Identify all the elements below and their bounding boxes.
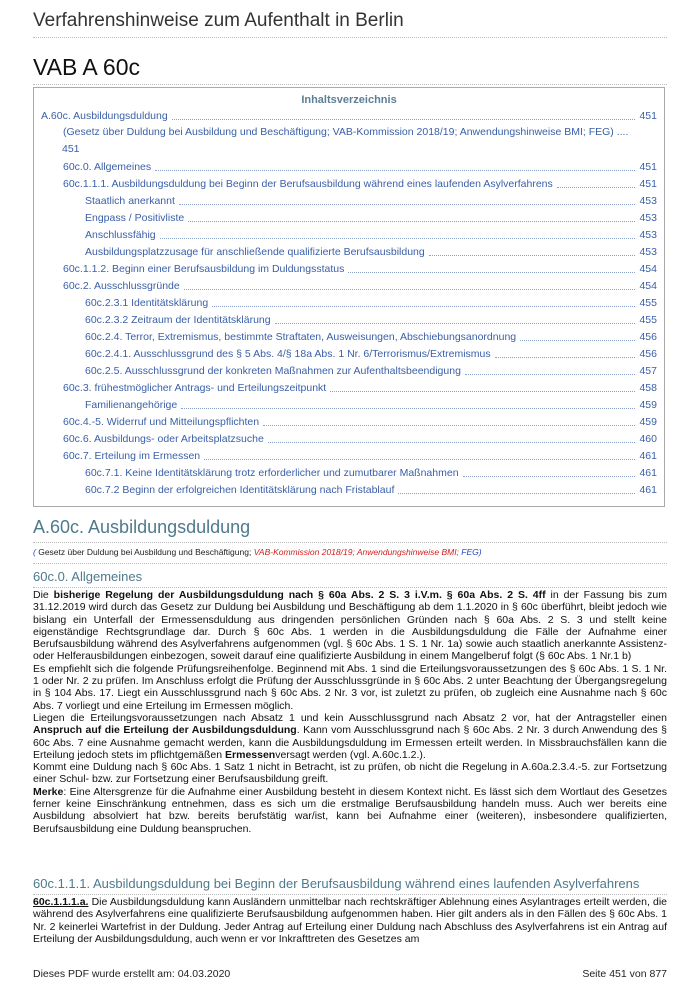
toc-leader [204,450,635,460]
toc-entry-label: 60c.2.4.1. Ausschlussgrund des § 5 Abs. 4/§ 18a Abs. 1 Nr. 6/Terrorismus/Extremismus [85,348,491,360]
toc-entry-page: 456 [639,331,657,343]
toc-entry-label: Staatlich anerkannt [85,195,175,207]
toc-title: Inhaltsverzeichnis [301,94,397,106]
toc-leader [398,484,635,494]
toc-entry[interactable] [63,178,657,190]
section-title: A.60c. Ausbildungsduldung [33,517,251,537]
toc-entry-page: 461 [639,467,657,479]
toc-entry-label: Familienangehörige [85,399,178,411]
text-run: : Eine Altersgrenze für die Aufnahme einer Ausbildung besteht in diesem Kontext nicht. Es lässt sich dem Wortlaut des Gesetzes ferner keine Einschränkung entnehmen, dass es sich um die erstmalige Berufsausbildung handeln muss. Auch wer bereits eine Ausbildung absolviert hat bzw. bereits berufstätig war/ist, kann bei Aufnahme einer (weiteren), insbesondere qualifizierten, Berufsausbildung eine Duldung beanspruchen. [33,785,667,835]
paragraph: Kommt eine Duldung nach § 60c Abs. 1 Satz 1 nicht in Betracht, ist zu prüfen, ob nicht die Regelung in A.60a.2.3.4.-5. zur Fortsetzung einer Schul- bzw. zur Fortsetzung einer Berufsausbildung greift. [33,761,667,786]
toc-entry-page: 458 [639,382,657,394]
toc-entry[interactable] [63,280,657,292]
toc-entry-label: 60c.4.-5. Widerruf und Mitteilungspflichten [63,416,260,428]
toc-entry-label: Anschlussfähig [85,229,156,241]
toc-entry[interactable] [63,433,657,445]
toc-entry-page: 453 [639,195,657,207]
toc-leader [263,416,635,426]
subsection-divider [33,587,667,588]
toc-entry-page: 451 [639,110,657,122]
toc-leader [160,229,636,239]
paragraph [33,712,667,761]
toc-entry-page: 459 [639,416,657,428]
toc-entry[interactable] [85,348,657,360]
toc-entry[interactable] [85,212,657,224]
toc-entry-page: 454 [639,263,657,275]
source-link-vab[interactable]: VAB-Kommission 2018/19; Anwendungshinweise BMI; [253,547,459,557]
toc-leader [181,399,635,409]
text-run: Liegen die Erteilungsvoraussetzungen nach Absatz 1 und kein Ausschlussgrund nach Absatz 2 vor, hat der Antragsteller einen [33,711,667,724]
toc-leader [465,365,636,375]
toc-leader [275,314,636,324]
toc-entry-page: 460 [639,433,657,445]
toc-entry[interactable] [85,229,657,241]
toc-entry-page: 451 [639,161,657,173]
toc-entry-label: 60c.1.1.1. Ausbildungsduldung bei Beginn der Berufsausbildung während eines laufenden Asylverfahrens [63,178,553,190]
toc-entry[interactable] [85,246,657,258]
source-line [33,547,482,557]
section-divider [33,542,667,543]
toc-entry[interactable] [63,382,657,394]
text-run: . Kann vom Ausschlussgrund nach § 60c Abs. 2 Nr. 3 durch Anwendung des § 60c Abs. 7 eine Ausnahme gemacht werden, kann die Ausbildungsduldung im Ermessen erteilt werden. In Missbrauchsfällen kann die Erteilung jedoch stets im pflichtgemäßen [33,724,667,761]
toc-entry-label: 60c.7. Erteilung im Ermessen [63,450,201,462]
toc-entry-label: (Gesetz über Duldung bei Ausbildung und Beschäftigung; VAB-Kommission 2018/19; Anwendungshinweise BMI; FEG) [63,126,614,138]
toc-entry[interactable] [85,467,657,479]
paragraph [33,896,667,945]
toc-leader [172,110,636,120]
toc-entry-label: 60c.7.1. Keine Identitätsklärung trotz erforderlicher und zumutbarer Maßnahmen [85,467,459,479]
subsection-divider [33,894,667,895]
source-link-feg[interactable]: FEG) [458,547,482,557]
toc-entry-page: 451 [62,143,80,155]
toc-leader [330,382,635,392]
toc-entry[interactable] [41,110,657,122]
toc-leader [179,195,636,205]
footer-page-number: Seite 451 von 877 [582,968,667,980]
text-run-bold: Merke [33,785,64,798]
toc-entry-page: 459 [639,399,657,411]
toc-leader [463,467,636,477]
toc-entry-label: 60c.7.2 Beginn der erfolgreichen Identitätsklärung nach Fristablauf [85,484,395,496]
subsection-title: 60c.1.1.1. Ausbildungsduldung bei Beginn der Berufsausbildung während eines laufenden Asylverfahrens [33,876,640,891]
toc-entry-page: 454 [639,280,657,292]
toc-entry[interactable] [85,365,657,377]
header-divider [33,37,667,38]
toc-entry-label: Engpass / Positivliste [85,212,185,224]
text-run: Die [33,589,54,601]
text-run: Die Ausbildungsduldung kann Ausländern unmittelbar nach rechtskräftiger Ablehnung eines Asylantrages erteilt werden, die während des Asylverfahrens eine qualifizierte Berufsausbildung aufgenommen haben. Hier gilt anders als in den Fällen des § 60c Abs. 1 Nr. 2 keinerlei Wartefrist in der Duldung. Jeder Antrag auf Erteilung einer Duldung nach Abschluss des Asylverfahrens ist ein Antrag auf Erteilung der Ausbildungsduldung, auch wenn er vor Inkrafttreten des Gesetzes am [33,896,667,945]
toc-entry[interactable] [85,484,657,496]
toc-entry-page: 453 [639,246,657,258]
toc-entry-label: Ausbildungsplatzzusage für anschließende qualifizierte Berufsausbildung [85,246,425,258]
toc-entry[interactable] [63,263,657,275]
table-of-contents [33,87,665,507]
paragraph [33,786,667,835]
toc-entry-page: 451 [639,178,657,190]
toc-leader [557,178,636,188]
text-run-bold: Ermessen [225,748,276,761]
toc-entry[interactable] [85,331,657,343]
toc-leader [155,161,635,171]
toc-entry[interactable] [85,297,657,309]
text-run-bold: bisherige Regelung der Ausbildungsduldung nach § 60a Abs. 2 S. 3 i.V.m. § 60a Abs. 2 S. 4ff [53,589,546,601]
toc-leader [520,331,635,341]
toc-entry[interactable] [85,399,657,411]
toc-entry[interactable]: (Gesetz über Duldung bei Ausbildung und Beschäftigung; VAB-Kommission 2018/19; Anwendungshinweise BMI; FEG) .... 451 [62,126,629,155]
toc-entry-label: 60c.2.5. Ausschlussgrund der konkreten Maßnahmen zur Aufenthaltsbeendigung [85,365,461,377]
toc-entry-label: 60c.2. Ausschlussgründe [63,280,180,292]
toc-entry[interactable] [63,161,657,173]
subsection-body [33,896,667,945]
paragraph-marker: 60c.1.1.1.a. [33,896,89,908]
toc-entry[interactable] [85,195,657,207]
title-divider [33,84,667,85]
footer-created-date: Dieses PDF wurde erstellt am: 04.03.2020 [33,968,231,980]
toc-entry-label: 60c.3. frühestmöglicher Antrags- und Erteilungszeitpunkt [63,382,327,394]
toc-entry-label: A.60c. Ausbildungsduldung [41,110,168,122]
toc-entry-label: 60c.0. Allgemeines [63,161,152,173]
document-title: VAB A 60c [33,54,140,80]
toc-leader [212,297,635,307]
toc-entry-label: 60c.2.4. Terror, Extremismus, bestimmte Straftaten, Ausweisungen, Abschiebungsanordnung [85,331,517,343]
site-title: Verfahrenshinweise zum Aufenthalt in Berlin [33,10,404,31]
toc-entry-page: 453 [639,212,657,224]
text-run: versagt werden (vgl. A.60c.1.2.). [275,748,426,761]
toc-leader [188,212,635,222]
toc-leader [495,348,636,358]
toc-entry-page: 461 [639,450,657,462]
source-open-paren: ( [33,547,36,557]
paragraph: Es empfiehlt sich die folgende Prüfungsreihenfolge. Beginnend mit Abs. 1 sind die Erteilungsvoraussetzungen des § 60c Abs. 1 S. 1 Nr. 1 oder Nr. 2 zu prüfen. Im Anschluss erfolgt die Prüfung der Ausschlussgründe in § 60c Abs. 2 unter Beachtung der Übergangsregelung in § 104 Abs. 17. Liegt ein Ausschlussgrund nach § 60c Abs. 2 Nr. 3 vor, ist zuletzt zu prüfen, ob zugleich eine Ausnahme nach § 60c Abs. 7 vorliegt und eine Erteilung im Ermessen möglich. [33,662,667,712]
toc-entry-page: 461 [639,484,657,496]
toc-entry[interactable] [85,314,657,326]
toc-entry-page: 455 [639,314,657,326]
text-run: in der Fassung bis zum 31.12.2019 wird durch das Gesetz zur Duldung bei Ausbildung und Beschäftigung ab dem 1.1.2020 in § 60c überführt, bleibt jedoch wie bislang ein Unterfall der Ermessensduldung aus dringenden persönlichen Gründen nach § 60a Abs. 2 S. 3 und stellt keine eigenständige Rechtsgrundlage dar. Durch § 60c Abs. 1 werden in die Ausbildungsduldung die Fälle der Aufnahme einer Berufsausbildung während des Asylverfahrens aufgenommen (vgl. § 60c Abs. 1 S. 1 Nr. 1a) sowie auch staatlich anerkannte Assistenz- oder Helferausbildungen einbezogen, soweit darauf eine qualifizierte Ausbildung in einem Mangelberuf folgt (§ 60c Abs. 1 Nr.1 b) [33,589,667,663]
toc-entry-label: 60c.2.3.1 Identitätsklärung [85,297,209,309]
toc-entry[interactable] [63,416,657,428]
toc-entry-label: 60c.6. Ausbildungs- oder Arbeitsplatzsuche [63,433,264,445]
toc-leader [184,280,636,290]
source-text: Gesetz über Duldung bei Ausbildung und Beschäftigung; [35,547,254,557]
toc-entry-page: 457 [639,365,657,377]
toc-entry-page: 456 [639,348,657,360]
subsection-title: 60c.0. Allgemeines [33,569,143,584]
toc-entry-page: 453 [639,229,657,241]
toc-entry[interactable] [63,450,657,462]
subsection-body [33,589,667,835]
text-run-bold: Anspruch auf die Erteilung der Ausbildungsduldung [33,724,297,737]
toc-entry-page: 455 [639,297,657,309]
source-divider [33,563,667,564]
toc-leader [268,433,636,443]
toc-leader [348,263,635,273]
toc-leader [429,246,636,256]
paragraph [33,589,667,663]
toc-entry-label: 60c.2.3.2 Zeitraum der Identitätsklärung [85,314,271,326]
toc-entry-label: 60c.1.1.2. Beginn einer Berufsausbildung im Duldungsstatus [63,263,345,275]
